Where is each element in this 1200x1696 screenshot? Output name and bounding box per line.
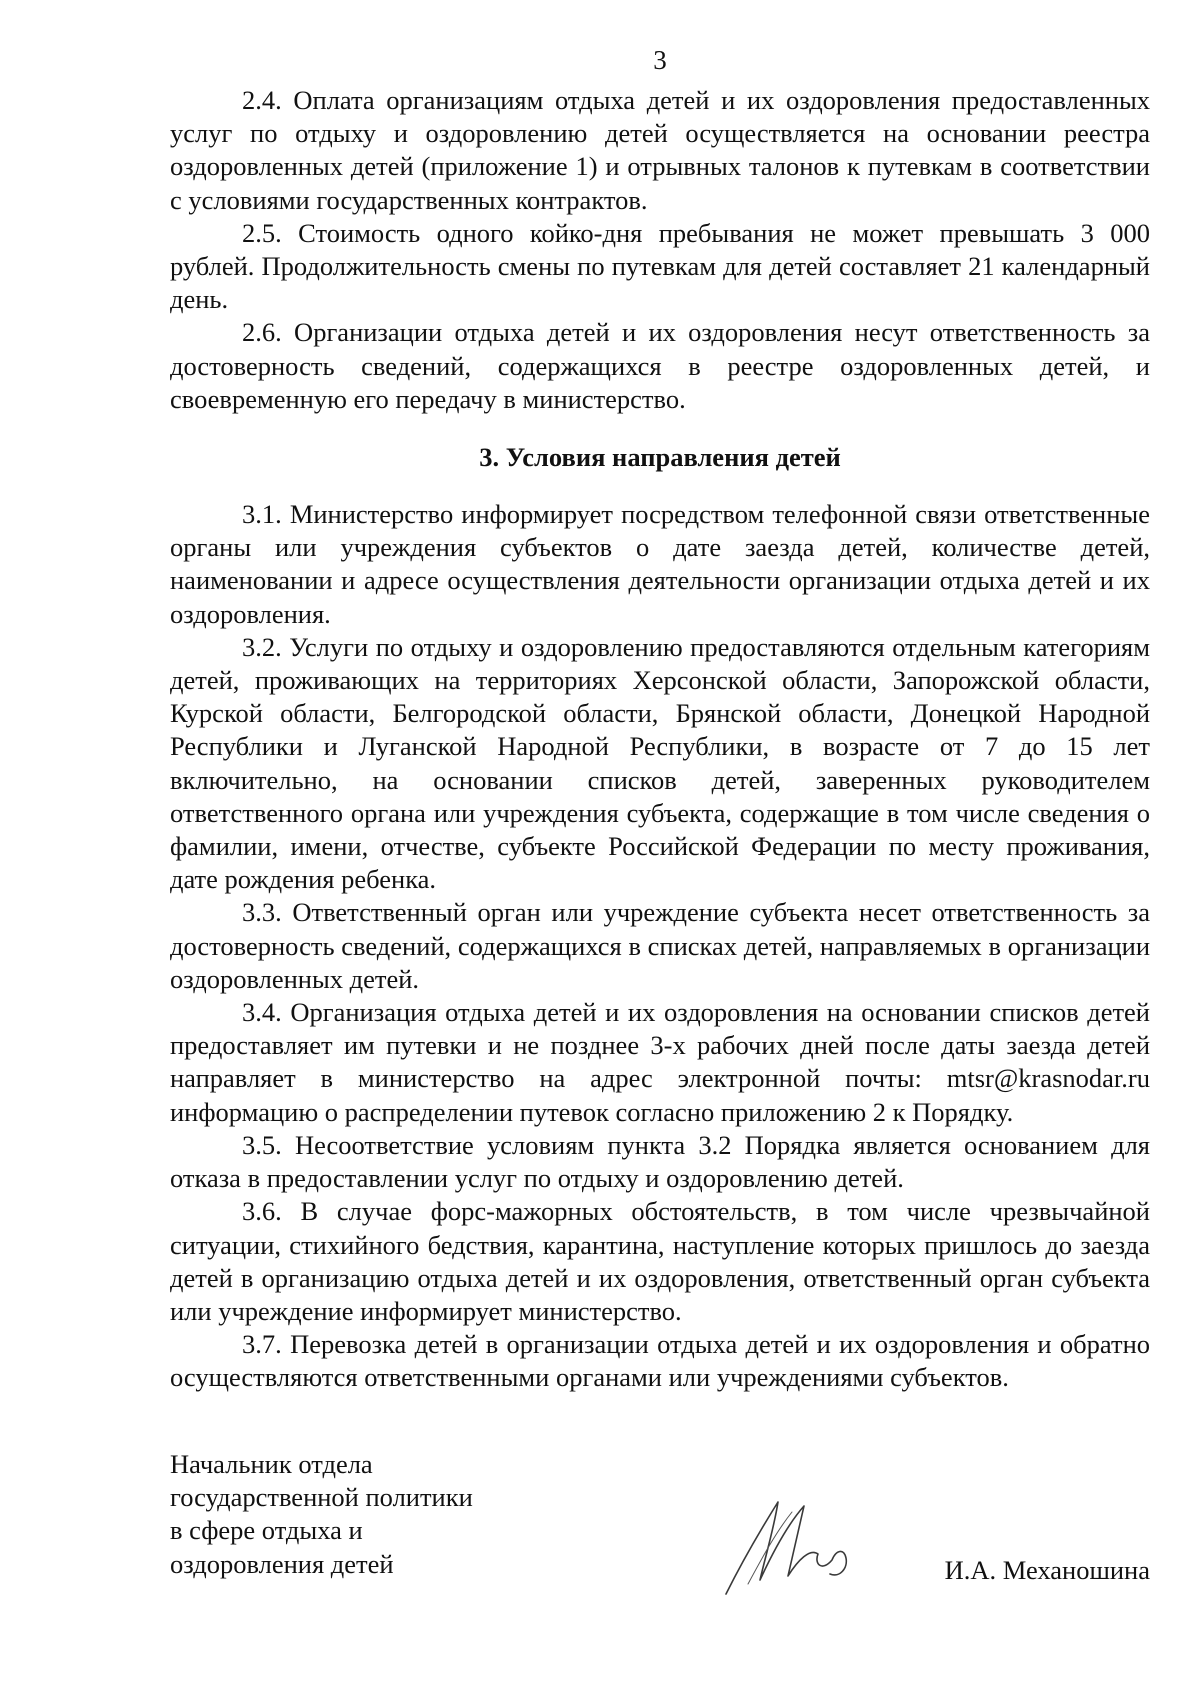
document-page	[170, 40, 1150, 1660]
handwritten-signature	[718, 1488, 868, 1598]
section-3-heading: 3. Условия направления детей	[479, 442, 841, 473]
paragraph-3-4: 3.4. Организация отдыха детей и их оздоровления на основании списков детей предоставляет им путевки и не позднее 3-х рабочих дней после даты заезда детей направляет в министерство на адрес электронной почты: mtsr@krasnodar.ru информацию о распределении путевок согласно приложению 2 к Порядку.	[170, 997, 1150, 1127]
signatory-position-line: Начальник отдела	[170, 1449, 373, 1479]
signatory-position-line: в сфере отдыха и	[170, 1515, 363, 1546]
paragraph-3-1: 3.1. Министерство информирует посредством телефонной связи ответственные органы или учреждения субъектов о дате заезда детей, количестве детей, наименовании и адресе осуществления деятельности организации отдыха детей и их оздоровления.	[170, 499, 1150, 629]
signatory-name: И.А. Механошина	[944, 1555, 1150, 1585]
signatory-position	[170, 1448, 530, 1581]
signatory-position-line: государственной политики	[170, 1482, 473, 1513]
paragraph-2-4: 2.4. Оплата организациям отдыха детей и их оздоровления предоставленных услуг по отдыху и оздоровлению детей осуществляется на основании реестра оздоровленных детей (приложение 1) и отрывных талонов к путевкам в соответствии с условиями государственных контрактов.	[170, 85, 1150, 215]
paragraph-2-5: 2.5. Стоимость одного койко-дня пребывания не может превышать 3 000 рублей. Продолжительность смены по путевкам для детей составляет 21 календарный день.	[170, 217, 1150, 315]
paragraph-3-7: 3.7. Перевозка детей в организации отдыха детей и их оздоровления и обратно осуществляются ответственными органами или учреждениями субъектов.	[170, 1329, 1150, 1393]
paragraph-2-6: 2.6. Организации отдыха детей и их оздоровления несут ответственность за достоверность сведений, содержащихся в реестре оздоровленных детей, и своевременную его передачу в министерство.	[170, 317, 1150, 414]
paragraph-3-3: 3.3. Ответственный орган или учреждение субъекта несет ответственность за достоверность сведений, содержащихся в списках детей, направляемых в организации оздоровленных детей.	[170, 897, 1150, 994]
paragraph-3-6: 3.6. В случае форс-мажорных обстоятельств, в том числе чрезвычайной ситуации, стихийного бедствия, карантина, наступление которых пришлось до заезда детей в организацию отдыха детей и их оздоровления, ответственный орган субъекта или учреждение информирует министерство.	[170, 1196, 1150, 1326]
signature-block	[170, 1448, 1150, 1588]
page-number: 3	[653, 45, 667, 75]
paragraph-3-5: 3.5. Несоответствие условиям пункта 3.2 Порядка является основанием для отказа в предоставлении услуг по отдыху и оздоровлению детей.	[170, 1129, 1150, 1194]
paragraph-3-2: 3.2. Услуги по отдыху и оздоровлению предоставляются отдельным категориям детей, проживающих на территориях Херсонской области, Запорожской области, Курской области, Белгородской области, Брянской области, Донецкой Народной Республики и Луганской Народной Республики, в возрасте от 7 до 15 лет включительно, на основании списков детей, заверенных руководителем ответственного органа или учреждения субъекта, содержащие в том числе сведения о фамилии, имени, отчестве, субъекте Российской Федерации по месту проживания, дате рождения ребенка.	[170, 631, 1150, 895]
signatory-position-line: оздоровления детей	[170, 1548, 394, 1579]
